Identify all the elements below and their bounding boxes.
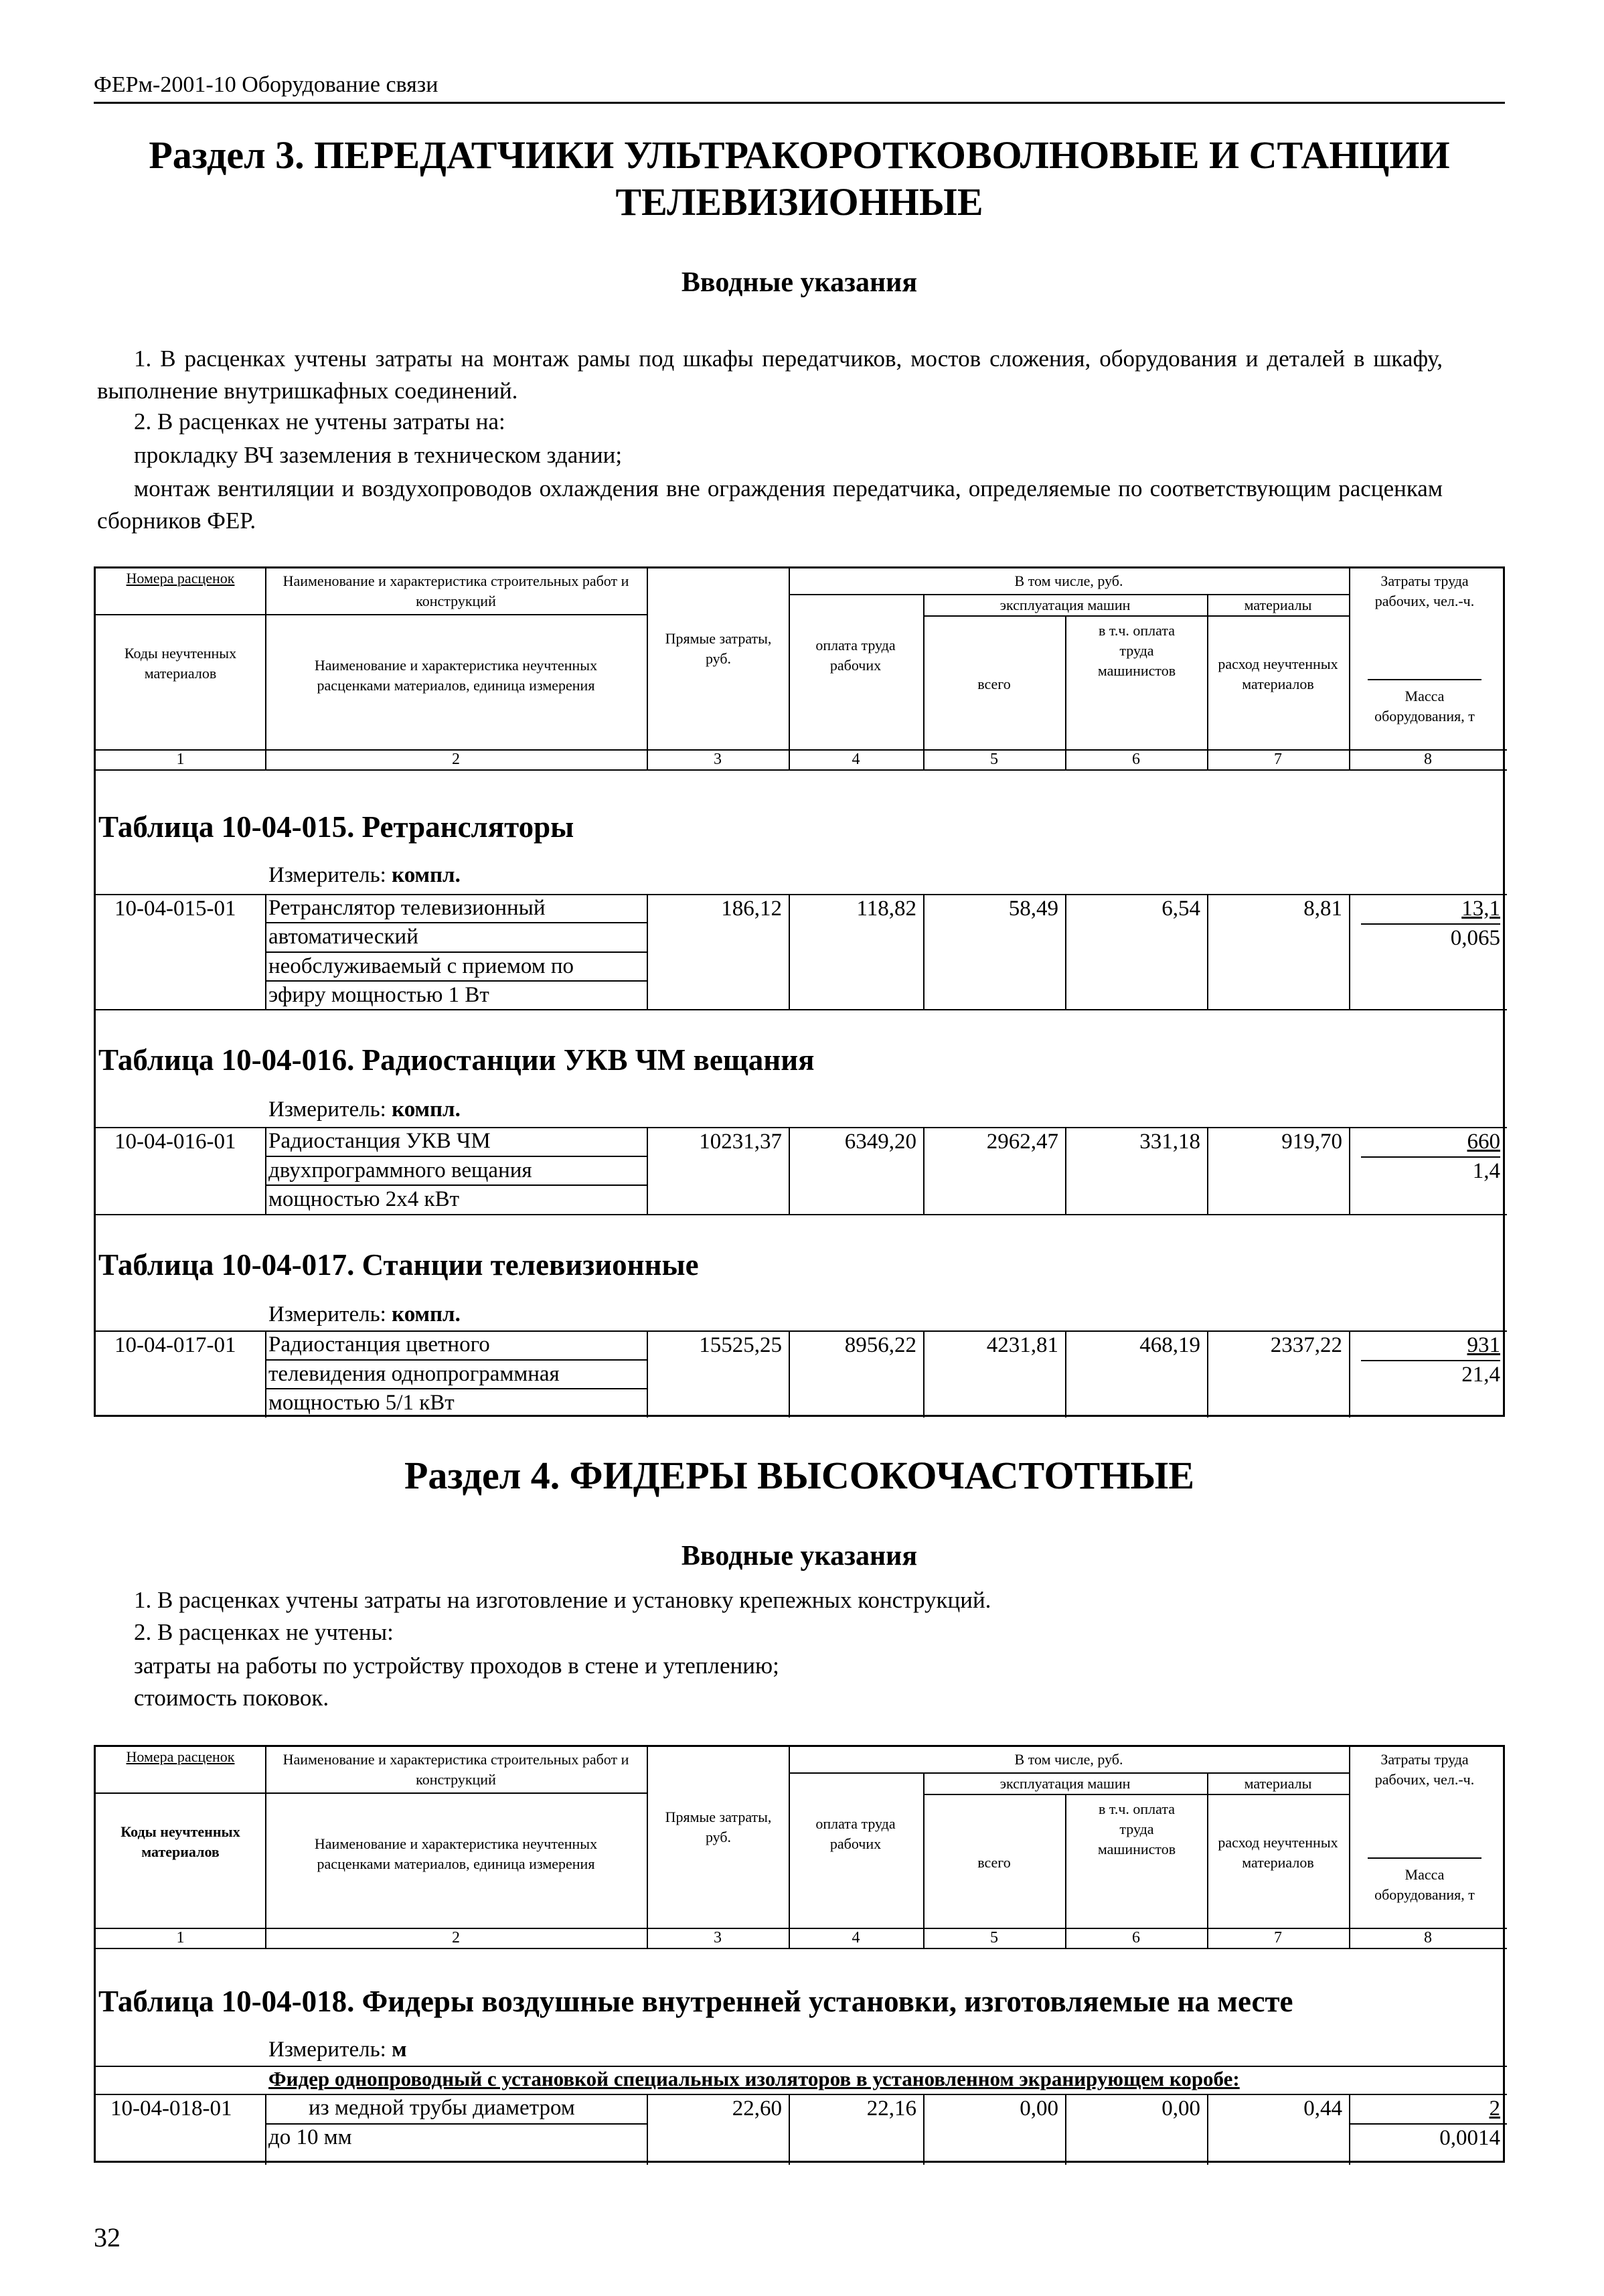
header-machinist-wage: в т.ч. оплата труда машинистов [1097,622,1176,679]
table-017-name-line: Радиостанция цветного [268,1332,490,1357]
header-machines: эксплуатация машин [999,597,1131,613]
column-number: 6 [1132,751,1140,768]
header-rate-numbers: Номера расценок [126,1748,235,1765]
table-018-meter: Измеритель: м [268,2038,407,2062]
rates-table-2 [94,1745,1505,2163]
header-including: В том числе, руб. [1014,1751,1123,1768]
header-material-expense: расход неучтенных материалов [1218,656,1338,692]
table-018-mass: 0,0014 [1439,2126,1500,2150]
table-015-labor: 13,1 [1461,897,1500,921]
header-material-codes: Коды неучтенных материалов [121,1823,240,1860]
header-direct-costs: Прямые затраты, руб. [665,1809,772,1845]
column-number: 2 [452,1929,460,1946]
table-018-materials: 0,44 [1303,2096,1342,2121]
running-head: ФЕРм-2001-10 Оборудование связи [94,72,438,97]
header-equipment-mass: Масса оборудования, т [1374,688,1475,724]
table-017-name-line: мощностью 5/1 кВт [268,1391,455,1415]
section3-paragraph-4: монтаж вентиляции и воздухопроводов охлаждения вне ограждения передатчика, определяемые по соответствующим расценкам сборников ФЕР. [97,475,1443,534]
table-016-title: Таблица 10-04-016. Радиостанции УКВ ЧМ вещания [98,1043,815,1077]
section4-intro-heading: Вводные указания [681,1541,918,1572]
table-018-code: 10-04-018-01 [110,2096,232,2121]
column-number: 6 [1132,1929,1140,1946]
table-015-machinist: 6,54 [1161,897,1200,921]
table-017-mass: 21,4 [1461,1363,1500,1387]
table-016-direct: 10231,37 [699,1130,782,1154]
section4-paragraph-3: затраты на работы по устройству проходов в стене и утеплению; [134,1653,779,1679]
table-018-labor: 2 [1489,2096,1500,2121]
header-labor-costs: Затраты труда рабочих, чел.-ч. [1374,572,1475,609]
header-material-expense: расход неучтенных материалов [1218,1834,1338,1871]
section3-paragraph-2: 2. В расценках не учтены затраты на: [134,408,505,435]
header-labor-costs: Затраты труда рабочих, чел.-ч. [1374,1751,1475,1788]
table-017-labor: 931 [1467,1333,1500,1357]
table-015-code: 10-04-015-01 [114,897,236,921]
table-015-meter: Измеритель: компл. [268,863,461,887]
header-machinist-wage: в т.ч. оплата труда машинистов [1097,1801,1176,1857]
table-015-name-line: автоматический [268,925,418,949]
table-016-wage: 6349,20 [844,1130,916,1154]
header-material-name: Наименование и характеристика неучтенных расценками материалов, единица измерения [314,657,598,694]
header-total: всего [977,1854,1011,1871]
table-018-group-heading: Фидер однопроводный с установкой специальных изоляторов в установленном экранирующем коробе: [268,2067,1240,2090]
table-017-machines: 4231,81 [986,1333,1058,1357]
rates-table-1 [94,566,1505,1417]
table-015-direct: 186,12 [721,897,782,921]
column-number: 5 [990,751,998,768]
table-016-mass: 1,4 [1472,1159,1500,1183]
column-number: 8 [1424,1929,1432,1946]
header-materials: материалы [1244,1775,1312,1792]
section4-paragraph-1: 1. В расценках учтены затраты на изготовление и установку крепежных конструкций. [134,1587,991,1613]
table-015-title: Таблица 10-04-015. Ретрансляторы [98,810,574,844]
section3-paragraph-3: прокладку ВЧ заземления в техническом здании; [134,442,623,468]
header-work-name: Наименование и характеристика строительных работ и конструкций [283,1751,629,1788]
header-material-codes: Коды неучтенных материалов [124,645,237,682]
table-017-title: Таблица 10-04-017. Станции телевизионные [98,1248,699,1282]
header-rate-numbers: Номера расценок [126,570,235,587]
header-including: В том числе, руб. [1014,572,1123,589]
table-016-labor: 660 [1467,1130,1500,1154]
table-017-machinist: 468,19 [1139,1333,1200,1357]
section3-title-line2: ТЕЛЕВИЗИОННЫЕ [615,180,983,224]
table-016-machinist: 331,18 [1139,1130,1200,1154]
column-number: 2 [452,751,460,768]
column-number: 3 [714,751,722,768]
table-018-name-line: из медной трубы диаметром [309,2096,575,2120]
header-work-name: Наименование и характеристика строительных работ и конструкций [283,572,629,609]
table-018-machines: 0,00 [1020,2096,1058,2121]
table-015-name-line: эфиру мощностью 1 Вт [268,983,489,1007]
table-017-direct: 15525,25 [699,1333,782,1357]
table-015-name-line: Ретранслятор телевизионный [268,896,546,920]
header-rule [94,102,1505,104]
table-015-materials: 8,81 [1303,897,1342,921]
column-number: 8 [1424,751,1432,768]
section4-paragraph-2: 2. В расценках не учтены: [134,1619,394,1645]
table-015-wage: 118,82 [856,897,916,921]
header-machines: эксплуатация машин [999,1775,1131,1792]
table-017-name-line: телевидения однопрограммная [268,1362,560,1386]
table-016-name-line: двухпрограммного вещания [268,1158,532,1182]
table-015-name-line: необслуживаемый с приемом по [268,954,574,978]
column-number: 7 [1274,751,1282,768]
table-016-machines: 2962,47 [986,1130,1058,1154]
section4-title: Раздел 4. ФИДЕРЫ ВЫСОКОЧАСТОТНЫЕ [404,1454,1195,1497]
table-016-code: 10-04-016-01 [114,1130,236,1154]
header-total: всего [977,676,1011,692]
section3-title-line1: Раздел 3. ПЕРЕДАТЧИКИ УЛЬТРАКОРОТКОВОЛНОВЫЕ И СТАНЦИИ [149,133,1450,177]
section3-intro-heading: Вводные указания [681,267,918,298]
header-direct-costs: Прямые затраты, руб. [665,630,772,667]
table-018-machinist: 0,00 [1161,2096,1200,2121]
table-016-materials: 919,70 [1281,1130,1342,1154]
column-number: 4 [852,1929,860,1946]
table-017-wage: 8956,22 [844,1333,916,1357]
column-number: 1 [176,751,185,768]
column-number: 5 [990,1929,998,1946]
header-materials: материалы [1244,597,1312,613]
table-017-code: 10-04-017-01 [114,1333,236,1357]
table-017-meter: Измеритель: компл. [268,1302,461,1326]
column-number: 4 [852,751,860,768]
table-015-mass: 0,065 [1450,926,1500,950]
table-016-name-line: Радиостанция УКВ ЧМ [268,1129,491,1153]
section3-paragraph-1: 1. В расценках учтены затраты на монтаж рамы под шкафы передатчиков, мостов сложения, оборудования и деталей в шкафу, выполнение внутришкафных соединений. [97,346,1443,404]
table-018-wage: 22,16 [866,2096,916,2121]
table-016-meter: Измеритель: компл. [268,1097,461,1122]
header-wage: оплата труда рабочих [815,1815,896,1852]
column-number: 7 [1274,1929,1282,1946]
column-number: 3 [714,1929,722,1946]
header-equipment-mass: Масса оборудования, т [1374,1866,1475,1903]
table-016-name-line: мощностью 2х4 кВт [268,1187,460,1211]
table-018-name-line: до 10 мм [268,2125,352,2149]
table-018-direct: 22,60 [732,2096,782,2121]
page-number: 32 [94,2222,121,2252]
table-017-materials: 2337,22 [1270,1333,1342,1357]
table-018-title: Таблица 10-04-018. Фидеры воздушные внутренней установки, изготовляемые на месте [98,1985,1293,2018]
section4-paragraph-4: стоимость поковок. [134,1685,329,1711]
column-number: 1 [176,1929,185,1946]
header-material-name: Наименование и характеристика неучтенных расценками материалов, единица измерения [314,1835,598,1872]
header-wage: оплата труда рабочих [815,637,896,674]
table-015-machines: 58,49 [1008,897,1058,921]
